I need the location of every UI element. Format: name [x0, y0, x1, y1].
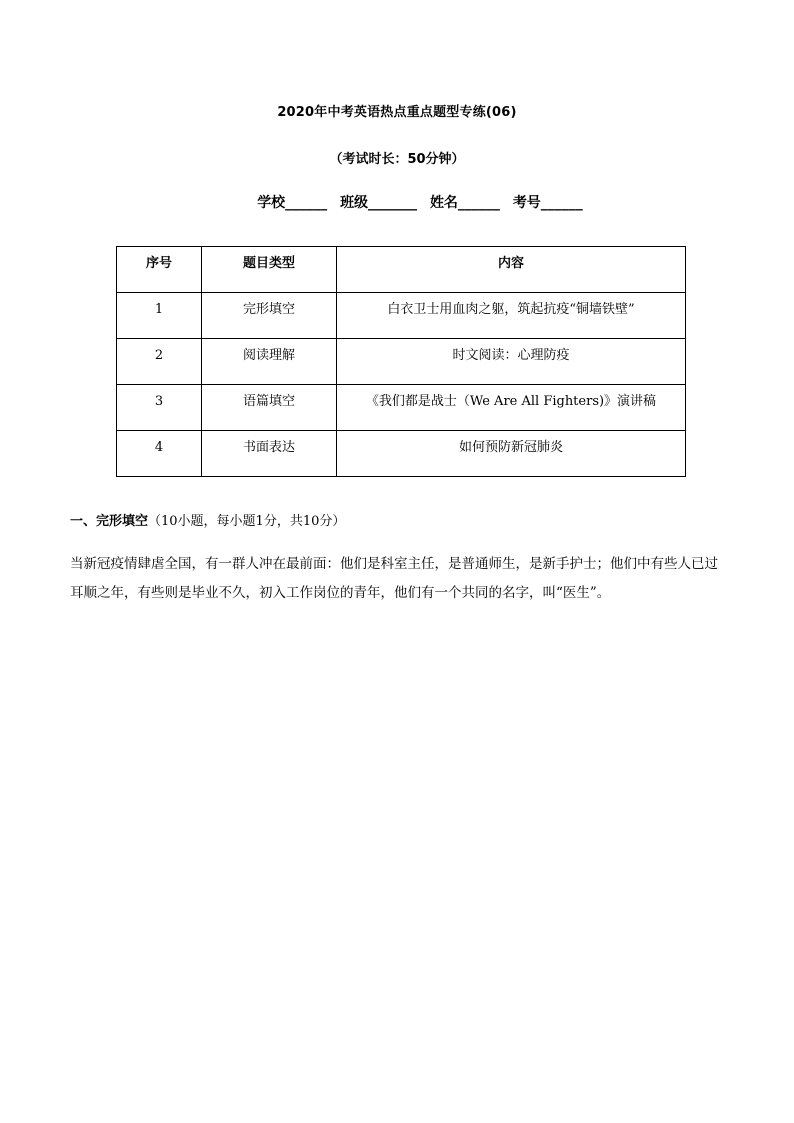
name-field: 姓名______	[429, 195, 500, 211]
content-cell: 时文阅读：心理防疫	[337, 339, 686, 385]
document-title: 2020年中考英语热点重点题型专练(06)	[277, 105, 517, 120]
question-type: 书面表达	[202, 431, 337, 477]
question-type: 完形填空	[202, 293, 337, 339]
row-number: 1	[117, 293, 202, 339]
content-cell: 白衣卫士用血肉之躯，筑起抗疫“铜墙铁壁”	[337, 293, 686, 339]
section-heading	[70, 510, 345, 529]
student-info-line	[0, 192, 794, 212]
table-row	[117, 431, 686, 477]
table-row	[117, 339, 686, 385]
table-row	[117, 293, 686, 339]
school-field: 学校______	[257, 195, 328, 211]
exam-duration: （考试时长：50分钟）	[329, 152, 465, 167]
table-row	[117, 385, 686, 431]
section-title: 一、完形填空	[70, 514, 149, 529]
passage-paragraph: 当新冠疫情肆虐全国，有一群人冲在最前面：他们是科室主任，是普通师生，是新手护士；他们中有些人已过耳顺之年，有些则是毕业不久，初入工作岗位的青年，他们有一个共同的名字，叫“医生”。	[70, 556, 718, 601]
content-cell: 如何预防新冠肺炎	[337, 431, 686, 477]
column-header: 内容	[337, 247, 686, 293]
exam-number-field: 考号______	[512, 195, 583, 211]
table-header-row	[117, 247, 686, 293]
topic-table	[116, 246, 686, 477]
question-type: 语篇填空	[202, 385, 337, 431]
section-score-note: （10小题，每小题1分，共10分）	[148, 514, 346, 529]
row-number: 2	[117, 339, 202, 385]
content-cell: 《我们都是战士（We Are All Fighters)》演讲稿	[337, 385, 686, 431]
class-field: 班级_______	[340, 195, 418, 211]
question-type: 阅读理解	[202, 339, 337, 385]
column-header: 序号	[117, 247, 202, 293]
row-number: 4	[117, 431, 202, 477]
column-header: 题目类型	[202, 247, 337, 293]
row-number: 3	[117, 385, 202, 431]
